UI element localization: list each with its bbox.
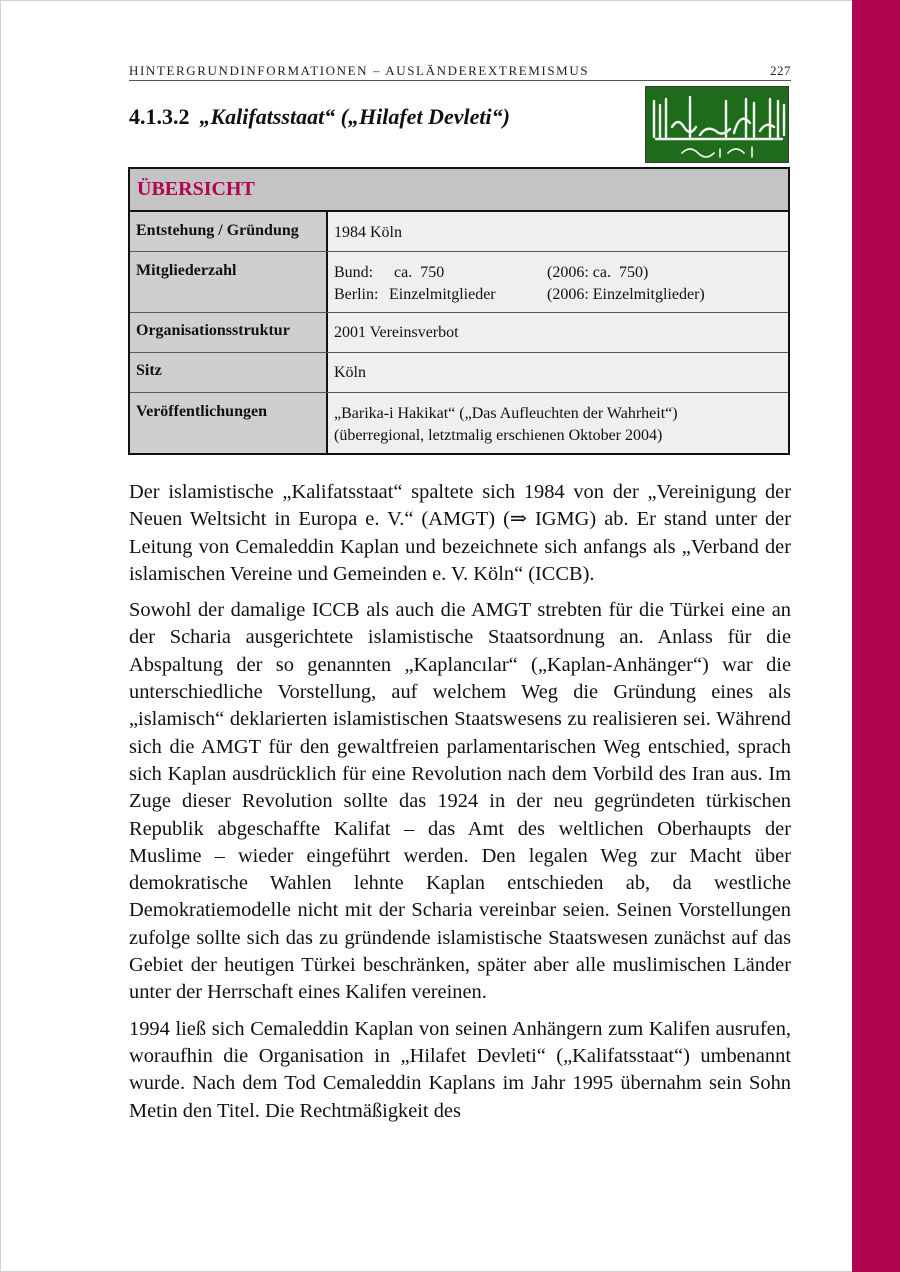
row-label: Organisationsstruktur xyxy=(130,313,328,352)
row-label: Entstehung / Gründung xyxy=(130,212,328,251)
row-value: 2001 Vereinsverbot xyxy=(328,313,788,352)
row-value xyxy=(328,393,788,453)
member-line-berlin xyxy=(334,284,547,306)
member-count: Einzelmitglieder xyxy=(389,286,496,303)
section-title: „Kalifatsstaat“ („Hilafet Devleti“) xyxy=(199,104,510,129)
member-place: Berlin: xyxy=(334,286,379,303)
row-label: Veröffentlichungen xyxy=(130,393,328,453)
section-heading xyxy=(129,104,510,130)
overview-row-publications xyxy=(130,393,788,453)
row-label: Sitz xyxy=(130,353,328,392)
paragraph: Sowohl der damalige ICCB als auch die AMGT strebten für die Türkei eine an der Scharia ausgerichtete islamistische Staatsordnung an. Anlass für die Abspaltung der so genannten „Kaplancılar“ („Kaplan-Anhänger“) war die unterschiedliche Vorstellung, auf welchem Weg die Gründung eines als „islamisch“ deklarierten islamistischen Staatswesens zu realisieren sei. Während sich die AMGT für den gewaltfreien parlamentarischen Weg entschied, sprach sich Kaplan ausdrücklich für eine Revolution nach dem Vorbild des Iran aus. Im Zuge dieser Revolution sollte das 1924 in der neu gegründeten türkischen Republik abgeschaffte Kalifat – das Amt des weltlichen Oberhaupts der Muslime – wieder eingeführt werden. Den legalen Weg zur Macht über demokratische Wahlen lehnte Kaplan entschieden ab, da westliche Demokratiemodelle nicht mit der Scharia vereinbar seien. Seinen Vorstellungen zufolge sollte sich das zu gründende islamistische Staatswesen zunächst auf das Gebiet der heutigen Türkei beschränken, später aber alle muslimischen Länder unter der Herrschaft eines Kalifen vereinen. xyxy=(129,599,791,1004)
page-edge-color-band xyxy=(852,0,900,1272)
member-previous-berlin: (2006: Einzelmitglieder) xyxy=(547,286,705,303)
section-number: 4.1.3.2 xyxy=(129,104,190,129)
member-count-grid xyxy=(334,262,782,306)
member-line-federal xyxy=(334,262,547,284)
publication-title: „Barika-i Hakikat“ („Das Aufleuchten der Wahrheit“) xyxy=(334,405,678,422)
running-header xyxy=(129,63,791,81)
overview-row-seat xyxy=(130,353,788,393)
paragraph: 1994 ließ sich Cemaleddin Kaplan von seinen Anhängern zum Kalifen ausrufen, woraufhin die Organisation in „Hilafet Devleti“ („Kalifatsstaat“) umbenannt wurde. Nach dem Tod Cemaleddin Kaplans im Jahr 1995 übernahm sein Sohn Metin den Titel. Die Rechtmäßigkeit des xyxy=(129,1017,791,1122)
overview-row-founding xyxy=(130,212,788,252)
member-previous-federal: (2006: ca. 750) xyxy=(547,264,649,281)
overview-table xyxy=(128,167,790,455)
row-value xyxy=(328,252,788,312)
running-header-title: HINTERGRUNDINFORMATIONEN – AUSLÄNDEREXTREMISMUS xyxy=(129,63,590,78)
kalifatsstaat-flag-icon xyxy=(645,86,789,163)
row-value: Köln xyxy=(328,353,788,392)
member-count: ca. 750 xyxy=(394,264,445,281)
body-text xyxy=(129,479,791,1134)
publication-note: (überregional, letztmalig erschienen Oktober 2004) xyxy=(334,427,663,444)
row-label: Mitgliederzahl xyxy=(130,252,328,312)
page-number: 227 xyxy=(770,63,791,78)
overview-row-members xyxy=(130,252,788,313)
overview-row-structure xyxy=(130,313,788,353)
flag-calligraphy-graphic xyxy=(646,87,789,163)
member-place: Bund: xyxy=(334,264,374,281)
paragraph: Der islamistische „Kalifatsstaat“ spaltete sich 1984 von der „Vereinigung der Neuen Weltsicht in Europa e. V.“ (AMGT) (⇒ IGMG) ab. Er stand unter der Leitung von Cemaleddin Kaplan und bezeichnete sich anfangs als „Verband der islamischen Vereine und Gemeinden e. V. Köln“ (ICCB). xyxy=(129,481,791,585)
overview-heading: ÜBERSICHT xyxy=(130,169,788,212)
row-value: 1984 Köln xyxy=(328,212,788,251)
